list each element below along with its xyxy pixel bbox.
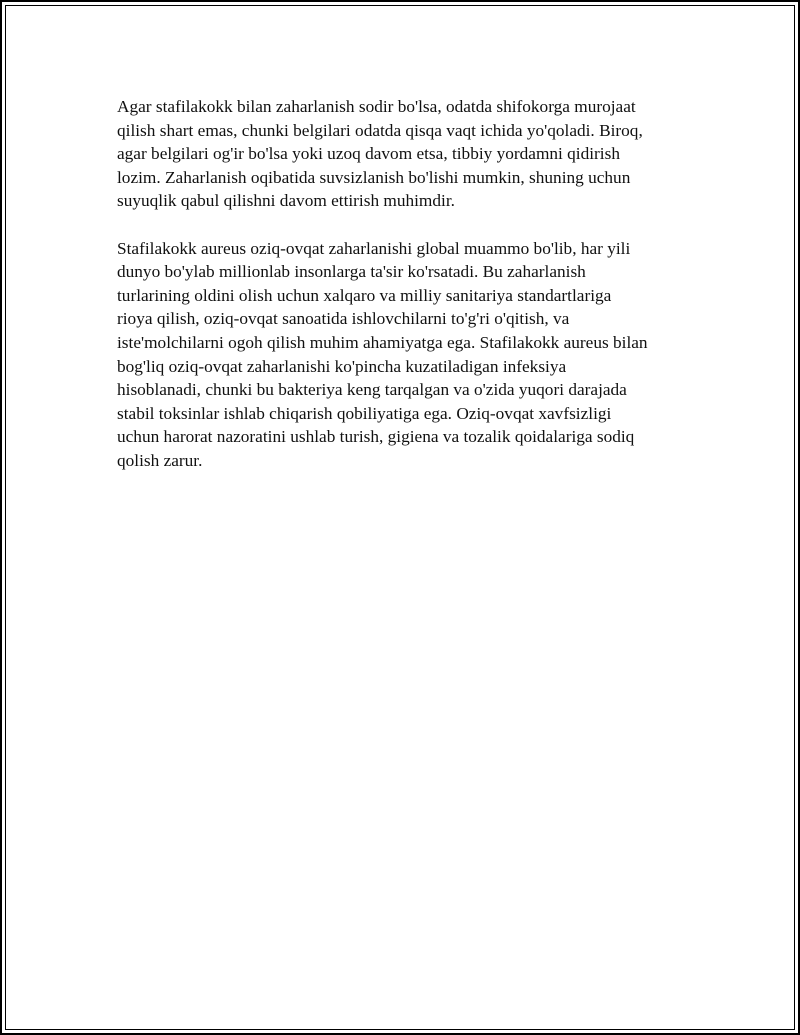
document-body — [117, 95, 692, 496]
paragraph-symptoms-advice: Agar stafilakokk bilan zaharlanish sodir bo'lsa, odatda shifokorga murojaat qilish shart emas, chunki belgilari odatda qisqa vaqt ichida yo'qoladi. Biroq, agar belgilari og'ir bo'lsa yoki uzoq davom etsa, tibbiy yordamni qidirish lozim. Zaharlanish oqibatida suvsizlanish bo'lishi mumkin, shuning uchun suyuqlik qabul qilishni davom ettirish muhimdir. — [117, 97, 643, 211]
paragraph-global-problem: Stafilakokk aureus oziq-ovqat zaharlanishi global muammo bo'lib, har yili dunyo bo'ylab millionlab insonlarga ta'sir ko'rsatadi. Bu zaharlanish turlarining oldini olish uchun xalqaro va milliy sanitariya standartlariga rioya qilish, oziq-ovqat sanoatida ishlovchilarni to'g'ri o'qitish, va iste'molchilarni ogoh qilish muhim ahamiyatga ega. Stafilakokk aureus bilan bog'liq oziq-ovqat zaharlanishi ko'pincha kuzatiladigan infeksiya hisoblanadi, chunki bu bakteriya keng tarqalgan va o'zida yuqori darajada stabil toksinlar ishlab chiqarish qobiliyatiga ega. Oziq-ovqat xavfsizligi uchun harorat nazoratini ushlab turish, gigiena va tozalik qoidalariga sodiq qolish zarur. — [117, 238, 648, 470]
